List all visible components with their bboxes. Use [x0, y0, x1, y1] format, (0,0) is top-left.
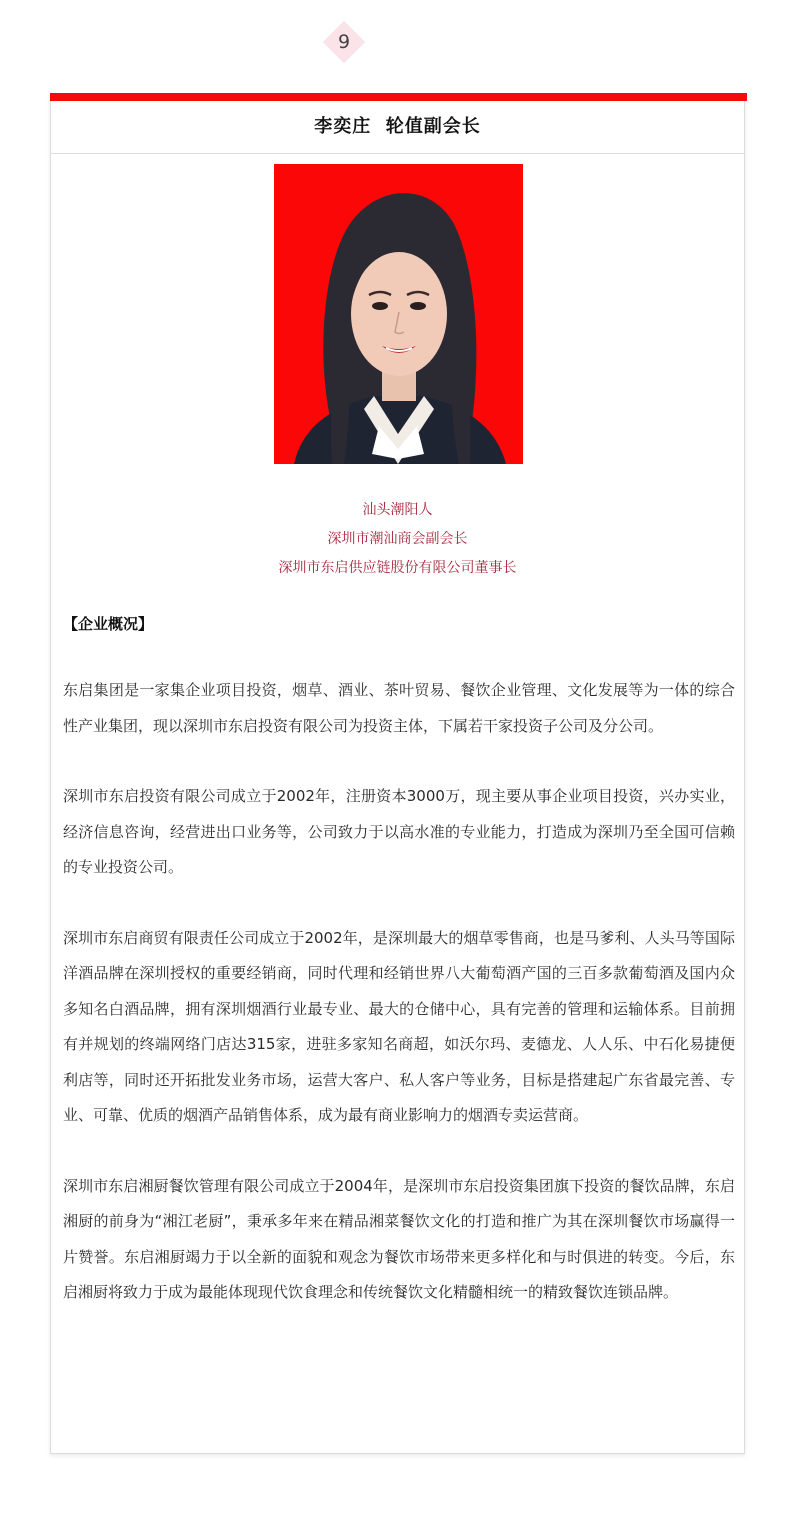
person-titles: [51, 496, 744, 583]
card-top-accent-bar: [50, 93, 747, 101]
company-overview-body: [63, 673, 735, 1346]
section-heading: 【企业概况】: [63, 615, 154, 633]
overview-paragraph: 东启集团是一家集企业项目投资，烟草、酒业、茶叶贸易、餐饮企业管理、文化发展等为一体的综合性产业集团，现以深圳市东启投资有限公司为投资主体，下属若干家投资子公司及分公司。: [63, 681, 735, 735]
portrait-image: [274, 164, 523, 464]
overview-paragraph: 深圳市东启商贸有限责任公司成立于2002年，是深圳最大的烟草零售商，也是马爹利、人头马等国际洋酒品牌在深圳授权的重要经销商，同时代理和经销世界八大葡萄酒产国的三百多款葡萄酒及国内众多知名白酒品牌，拥有深圳烟酒行业最专业、最大的仓储中心，具有完善的管理和运输体系。目前拥有并规划的终端网络门店达315家，进驻多家知名商超，如沃尔玛、麦德龙、人人乐、中石化易捷便利店等，同时还开拓批发业务市场，运营大客户、私人客户等业务，目标是搭建起广东省最完善、专业、可靠、优质的烟酒产品销售体系，成为最有商业影响力的烟酒专卖运营商。: [63, 928, 735, 1124]
person-title-line: 汕头潮阳人: [362, 502, 433, 518]
profile-name-title: 李奕庄 轮值副会长: [51, 101, 744, 154]
section-number-badge: [322, 20, 366, 64]
overview-paragraph: 深圳市东启投资有限公司成立于2002年，注册资本3000万，现主要从事企业项目投资，兴办实业，经济信息咨询，经营进出口业务等，公司致力于以高水准的专业能力，打造成为深圳乃至全国可信赖的专业投资公司。: [63, 787, 735, 876]
person-title-line: 深圳市潮汕商会副会长: [327, 531, 468, 547]
profile-card: [50, 93, 745, 1454]
section-number: 9: [337, 31, 351, 53]
portrait-photo: [274, 164, 523, 464]
person-title-line: 深圳市东启供应链股份有限公司董事长: [278, 560, 517, 576]
overview-paragraph: 深圳市东启湘厨餐饮管理有限公司成立于2004年，是深圳市东启投资集团旗下投资的餐饮品牌，东启湘厨的前身为“湘江老厨”，秉承多年来在精品湘菜餐饮文化的打造和推广为其在深圳餐饮市场赢得一片赞誉。东启湘厨竭力于以全新的面貌和观念为餐饮市场带来更多样化和与时俱进的转变。今后，东启湘厨将致力于成为最能体现现代饮食理念和传统餐饮文化精髓相统一的精致餐饮连锁品牌。: [63, 1176, 735, 1301]
